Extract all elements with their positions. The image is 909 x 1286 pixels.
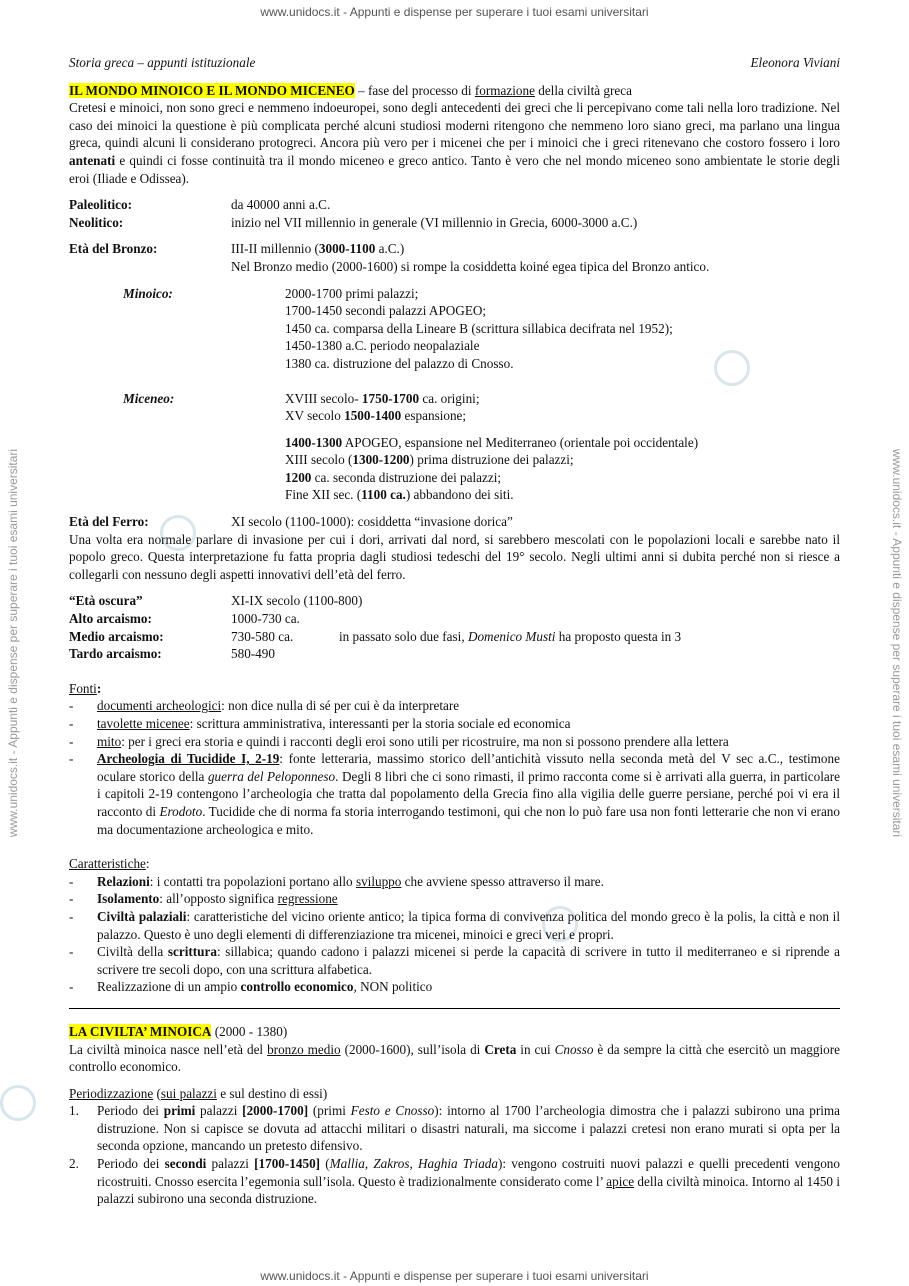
text: documenti archeologici <box>97 698 222 714</box>
section-heading-civilta-minoica <box>69 1023 840 1041</box>
text: III-II millennio ( <box>231 241 319 257</box>
text: Festo e Cnosso <box>350 1103 435 1119</box>
text: Fine XII sec. ( <box>285 487 362 503</box>
page-header <box>69 54 840 72</box>
text: (2000 - 1380) <box>211 1023 288 1039</box>
ferro-paragraph: Una volta era normale parlare di invasione per cui i dori, arrivati dal nord, si sarebbero mescolati con le popolazioni locali e sarebbe nato il popolo greco. Questa interpretazione fu fatta propria dagli studiosi tedeschi del 19° secolo. Negli ultimi anni si dubita perché non si riesce a collegarli con nessuno degli aspetti innovativi dell’età del ferro. <box>69 531 840 582</box>
list-item <box>69 715 840 733</box>
text: [2000-1700] <box>242 1103 309 1119</box>
section-title: LA CIVILTA’ MINOICA <box>69 1023 212 1039</box>
periodizzazione-heading <box>69 1085 840 1103</box>
text: e quindi ci fosse continuità tra il mondo miceneo e greco antico. Tanto è vero che nel mondo miceneo sono ambientate le storie degli eroi (Iliade e Odissea). <box>69 152 840 186</box>
list-item <box>69 873 840 891</box>
list-number: 2. <box>69 1156 79 1172</box>
timeline-line <box>285 390 698 408</box>
text: Caratteristiche <box>69 856 146 872</box>
list-item <box>69 733 840 751</box>
period-label: Età del Ferro: <box>69 514 149 530</box>
list-item <box>69 1102 840 1155</box>
text: Periodo dei <box>97 1103 164 1119</box>
miceneo-timeline <box>69 390 840 505</box>
period-label: Minoico: <box>123 285 173 301</box>
text: della civiltà minoica. Intorno al 1450 i palazzi subirono una seconda distruzione. <box>97 1173 840 1207</box>
period-tardo-arcaismo <box>69 645 840 663</box>
period-ferro <box>69 513 840 531</box>
list-number: 1. <box>69 1103 79 1119</box>
text: ) abbandono dei siti. <box>405 487 514 503</box>
timeline-line <box>285 434 698 452</box>
watermark-bottom: www.unidocs.it - Appunti e dispense per superare i tuoi esami universitari <box>260 1269 649 1283</box>
text: Nel Bronzo medio (2000-1600) si rompe la cosiddetta koiné egea tipica del Bronzo antico. <box>231 258 710 274</box>
period-bronzo <box>69 240 840 275</box>
text: Erodoto <box>159 803 203 819</box>
timeline-line <box>285 486 698 504</box>
period-neolitico <box>69 214 840 232</box>
text: è da sempre la città che esercitò un maggiore controllo economico. <box>69 1041 840 1075</box>
text: : all’opposto significa <box>159 891 278 907</box>
text: 1100 ca. <box>361 487 406 503</box>
minoico-timeline <box>69 285 840 373</box>
timeline-line <box>285 451 698 469</box>
miceneo-lines <box>285 390 698 505</box>
text: XV secolo <box>285 408 345 424</box>
header-course: Storia greca – appunti istituzionale <box>69 55 256 70</box>
period-value <box>231 240 709 275</box>
list-item <box>69 978 840 996</box>
text: in cui <box>516 1041 555 1057</box>
text: Cretesi e minoici, non sono greci e nemmeno indoeuropei, sono degli antecedenti dei greci che li percepivano come tali nella loro tradizione. Nel caso dei minoici la questione è più complicata perché alcuni studiosi moderni ritengono che nemmeno loro siano greci, ma parlano una lingua greca, quindi alcuni li considerano protogreci. Ancora più vero per i micenei che per i minoici che i greci ritenevano che costoro fossero i loro <box>69 100 840 151</box>
document-page <box>69 54 840 1208</box>
text: Periodo dei <box>97 1156 165 1172</box>
text: : <box>145 856 150 872</box>
text: 1400-1300 <box>285 434 343 450</box>
fonti-heading <box>69 680 840 698</box>
text: Domenico Musti <box>467 628 556 644</box>
list-item <box>69 908 840 943</box>
period-paleolitico <box>69 196 840 214</box>
text: : i contatti tra popolazioni portano allo <box>149 873 356 889</box>
text: ca. seconda distruzione dei palazzi; <box>311 469 502 485</box>
text: : caratteristiche del vicino oriente antico; la tipica forma di convivenza politica del mondo greco è la polis, la città e non il palazzo. Questo è uno degli elementi di differenziazione tra micenei, minoici e greci veri e propri. <box>97 908 841 942</box>
text: . Degli 8 libri che ci sono rimasti, il primo racconta come si è arrivati alla guerra, in particolare i capitoli 2-19 contengono l’archeologia che tratta dal popolamento della Grecia fino alla vigilia delle guerre persiane, perché poi vi era il racconto di <box>97 768 840 819</box>
header-author: Eleonora Viviani <box>750 55 840 70</box>
text: Mallia, Zakros, Haghia Triada <box>329 1156 498 1172</box>
timeline-line: 1450-1380 a.C. periodo neopalaziale <box>285 338 480 354</box>
text: Cnosso <box>554 1041 594 1057</box>
text: espansione; <box>401 408 467 424</box>
text: ): vengono costruiti nuovi palazzi e quelli precedenti vengono ricostruiti. Cnosso esercita l’egemonia sull’isola. Questo è tradizionalmente considerato come l’ <box>97 1156 840 1189</box>
text: 1200 <box>285 469 312 485</box>
caratteristiche-heading <box>69 855 840 873</box>
period-label: Tardo arcaismo: <box>69 646 162 662</box>
text: mito <box>97 733 122 749</box>
text: tavolette micenee <box>97 716 190 731</box>
list-item <box>69 1155 840 1208</box>
period-value: XI-IX secolo (1100-800) <box>231 593 363 609</box>
text: : sillabica; quando cadono i palazzi micenei si perde la capacità di scrivere in tutto il mediterraneo e si riprende a scrivere tre secoli dopo, con una scrittura alfabetica. <box>97 944 840 977</box>
text: che avviene spesso attraverso il mare. <box>401 873 604 889</box>
text: Civiltà della <box>97 944 168 960</box>
text: : scrittura amministrativa, interessanti per la storia sociale ed economica <box>189 716 571 731</box>
period-label: Neolitico: <box>69 214 124 230</box>
caratteristiche-list <box>69 873 840 996</box>
text: Civiltà palaziali <box>97 908 187 924</box>
text: controllo economico <box>240 979 354 995</box>
text: apice <box>606 1173 635 1189</box>
text: 1500-1400 <box>344 408 402 424</box>
period-eta-oscura <box>69 592 840 610</box>
text: palazzi <box>206 1156 255 1172</box>
section-divider <box>69 1008 840 1009</box>
period-label: Paleolitico: <box>69 197 132 213</box>
text: XIII secolo ( <box>285 452 353 468</box>
text: APOGEO, espansione nel Mediterraneo (orientale poi occidentale) <box>342 434 699 450</box>
timeline-line <box>285 407 698 425</box>
text: antenati <box>69 152 116 168</box>
text: ): intorno al 1700 l’archeologia dimostra che i palazzi subirono una prima distruzione. Non si capisce se dovuta ad attacchi militari o disastri naturali, ma siccome i palazzi cretesi non erano murati si opta per la seconda opzione, mancando un pretesto difensivo. <box>97 1103 841 1154</box>
text: e sul destino di essi) <box>216 1085 328 1101</box>
text: ca. origini; <box>419 390 480 406</box>
period-value: 1000-730 ca. <box>231 611 300 627</box>
text: Isolamento <box>97 891 160 907</box>
period-value: 580-490 <box>231 646 275 662</box>
text: in passato solo due fasi, <box>339 628 468 644</box>
minoica-paragraph <box>69 1041 840 1076</box>
text: . Tucidide che di norma fa storia interrogando testimoni, qui che non lo può fare usa non fonti letterarie che non vi erano ma documentazione archeologica e mito. <box>97 803 840 837</box>
text: ha proposto questa in 3 <box>555 628 682 644</box>
timeline-line: 2000-1700 primi palazzi; <box>285 285 419 301</box>
period-value: da 40000 anni a.C. <box>231 197 331 213</box>
period-value: 730-580 ca. <box>231 628 294 644</box>
period-medio-arcaismo <box>69 628 840 646</box>
text: [1700-1450] <box>254 1156 321 1172</box>
text: : <box>96 680 102 696</box>
text: Creta <box>484 1041 517 1057</box>
watermark-right: www.unidocs.it - Appunti e dispense per superare i tuoi esami universitari <box>889 448 904 838</box>
text: ) prima distruzione dei palazzi; <box>409 452 574 468</box>
text: 1300-1200 <box>352 452 410 468</box>
text: formazione <box>474 82 535 98</box>
text: sviluppo <box>355 873 402 889</box>
list-item <box>69 697 840 715</box>
section-title: IL MONDO MINOICO E IL MONDO MICENEO <box>69 82 355 98</box>
text: secondi <box>164 1156 207 1172</box>
text: regressione <box>277 891 338 907</box>
text: – fase del processo di <box>354 82 475 98</box>
period-value: XI secolo (1100-1000): cosiddetta “invasione dorica” <box>231 514 513 530</box>
period-note <box>339 628 681 646</box>
period-label: “Età oscura” <box>69 593 143 609</box>
periodizzazione-list <box>69 1102 840 1208</box>
text: sui palazzi <box>160 1085 217 1101</box>
list-item <box>69 890 840 908</box>
timeline-line: 1700-1450 secondi palazzi APOGEO; <box>285 303 487 319</box>
timeline-line: 1450 ca. comparsa della Lineare B (scrittura sillabica decifrata nel 1952); <box>285 320 673 336</box>
period-label: Alto arcaismo: <box>69 611 152 627</box>
text: XVIII secolo- <box>285 390 362 406</box>
text: Periodizzazione <box>69 1085 154 1101</box>
period-value: inizio nel VII millennio in generale (VI millennio in Grecia, 6000-3000 a.C.) <box>231 214 638 230</box>
text: Relazioni <box>97 873 150 889</box>
minoico-lines <box>285 285 673 373</box>
period-label: Medio arcaismo: <box>69 628 164 644</box>
watermark-left: www.unidocs.it - Appunti e dispense per superare i tuoi esami universitari <box>6 448 21 838</box>
period-alto-arcaismo <box>69 610 840 628</box>
list-item <box>69 750 840 838</box>
text: (primi <box>308 1103 351 1119</box>
text: : non dice nulla di sé per cui è da interpretare <box>221 698 460 714</box>
text: della civiltà greca <box>534 82 632 98</box>
text: a.C.) <box>375 241 405 257</box>
timeline-line: 1380 ca. distruzione del palazzo di Cnosso. <box>285 355 514 371</box>
watermark-top: www.unidocs.it - Appunti e dispense per superare i tuoi esami universitari <box>260 5 649 19</box>
timeline-line <box>285 469 698 487</box>
text: Archeologia di Tucidide I, 2-19 <box>97 751 280 767</box>
text: palazzi <box>195 1103 243 1119</box>
period-label: Miceneo: <box>123 390 175 406</box>
period-label: Età del Bronzo: <box>69 241 158 257</box>
text: (2000-1600), sull’isola di <box>340 1041 485 1057</box>
text: primi <box>163 1103 196 1119</box>
text: ( <box>320 1156 330 1172</box>
text: ( <box>153 1085 161 1101</box>
fonti-list <box>69 697 840 838</box>
list-item <box>69 943 840 978</box>
text: bronzo medio <box>267 1041 341 1057</box>
text: 3000-1100 <box>318 241 376 257</box>
text: 1750-1700 <box>361 390 420 406</box>
section-heading-mondo-minoico <box>69 82 840 100</box>
text: Realizzazione di un ampio <box>97 979 241 995</box>
text: , NON politico <box>353 979 433 995</box>
watermark-logo-icon <box>0 1085 36 1121</box>
text: Fonti <box>69 680 97 696</box>
intro-paragraph <box>69 99 840 187</box>
text: : per i greci era storia e quindi i racconti degli eroi sono utili per ricostruire, ma non si possono prendere alla lettera <box>121 733 729 749</box>
text: La civiltà minoica nasce nell’età del <box>69 1041 268 1057</box>
text: scrittura <box>167 944 217 960</box>
text: guerra del Peloponneso <box>207 768 336 784</box>
text: : fonte letteraria, massimo storico dell’antichità vissuto nella seconda metà del V sec a.C., testimone oculare storico della <box>97 751 840 784</box>
